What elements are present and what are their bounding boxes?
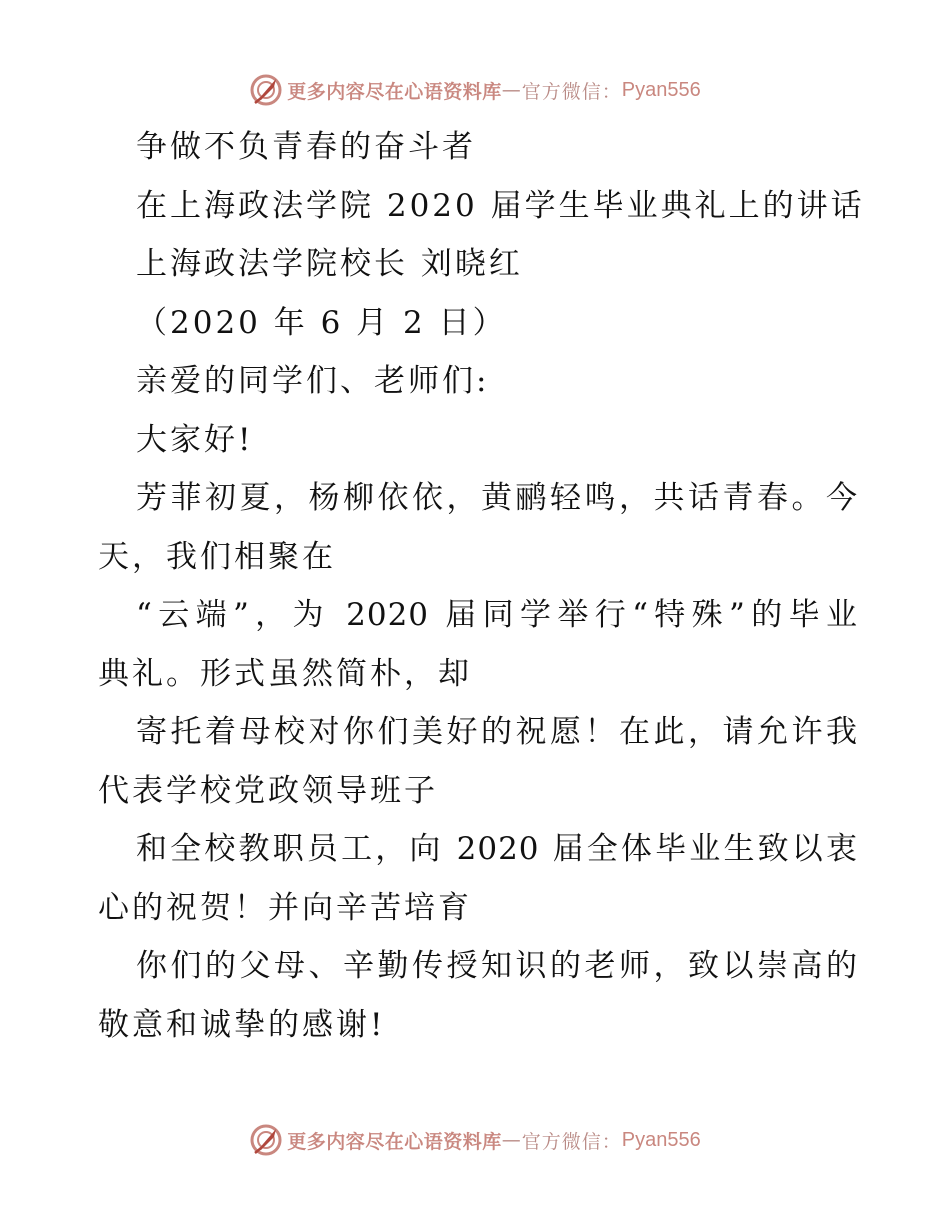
watermark-separator: — (501, 1129, 522, 1151)
paragraph-line: 心的祝贺！并向辛苦培育 (98, 889, 472, 926)
watermark-banner-top (0, 70, 950, 110)
watermark-account-id: Pyan556 (621, 1128, 701, 1151)
paragraph-line: 敬意和诚挚的感谢! (98, 1006, 386, 1043)
paragraph-line: 典礼。形式虽然简朴，却 (98, 655, 472, 692)
document-subtitle: 在上海政法学院 2020 届学生毕业典礼上的讲话 (136, 187, 865, 224)
document-greeting: 大家好! (136, 421, 254, 458)
paragraph-line: 寄托着母校对你们美好的祝愿！在此，请允许我 (136, 714, 858, 750)
paragraph-line: 芳菲初夏，杨柳依依，黄鹂轻鸣，共话青春。今 (136, 480, 858, 516)
watermark-sub-text: 官方微信： (521, 1130, 622, 1153)
watermark-main-text: 更多内容尽在心语资料库 (287, 1130, 502, 1153)
watermark-separator: — (501, 79, 522, 101)
quill-pen-logo-icon (249, 73, 283, 107)
document-salutation: 亲爱的同学们、老师们: (136, 363, 490, 399)
document-author: 上海政法学院校长 刘晓红 (136, 246, 523, 282)
watermark-main-text: 更多内容尽在心语资料库 (287, 80, 502, 103)
watermark-banner-bottom (0, 1120, 950, 1160)
paragraph-line: 天，我们相聚在 (98, 538, 336, 575)
paragraph-line: 你们的父母、辛勤传授知识的老师，致以崇高的 (136, 948, 858, 984)
paragraph-line: 代表学校党政领导班子 (98, 772, 438, 809)
document-body (98, 118, 865, 1054)
document-title: 争做不负青春的奋斗者 (136, 129, 476, 165)
watermark-sub-text: 官方微信： (521, 80, 622, 103)
paragraph-line: “云端”，为 2020 届同学举行“特殊”的毕业 (136, 597, 858, 633)
document-date: （2020 年 6 月 2 日） (136, 304, 507, 341)
watermark-account-id: Pyan556 (621, 78, 701, 101)
paragraph-line: 和全校教职员工，向 2020 届全体毕业生致以衷 (136, 831, 858, 867)
quill-pen-logo-icon (249, 1123, 283, 1157)
